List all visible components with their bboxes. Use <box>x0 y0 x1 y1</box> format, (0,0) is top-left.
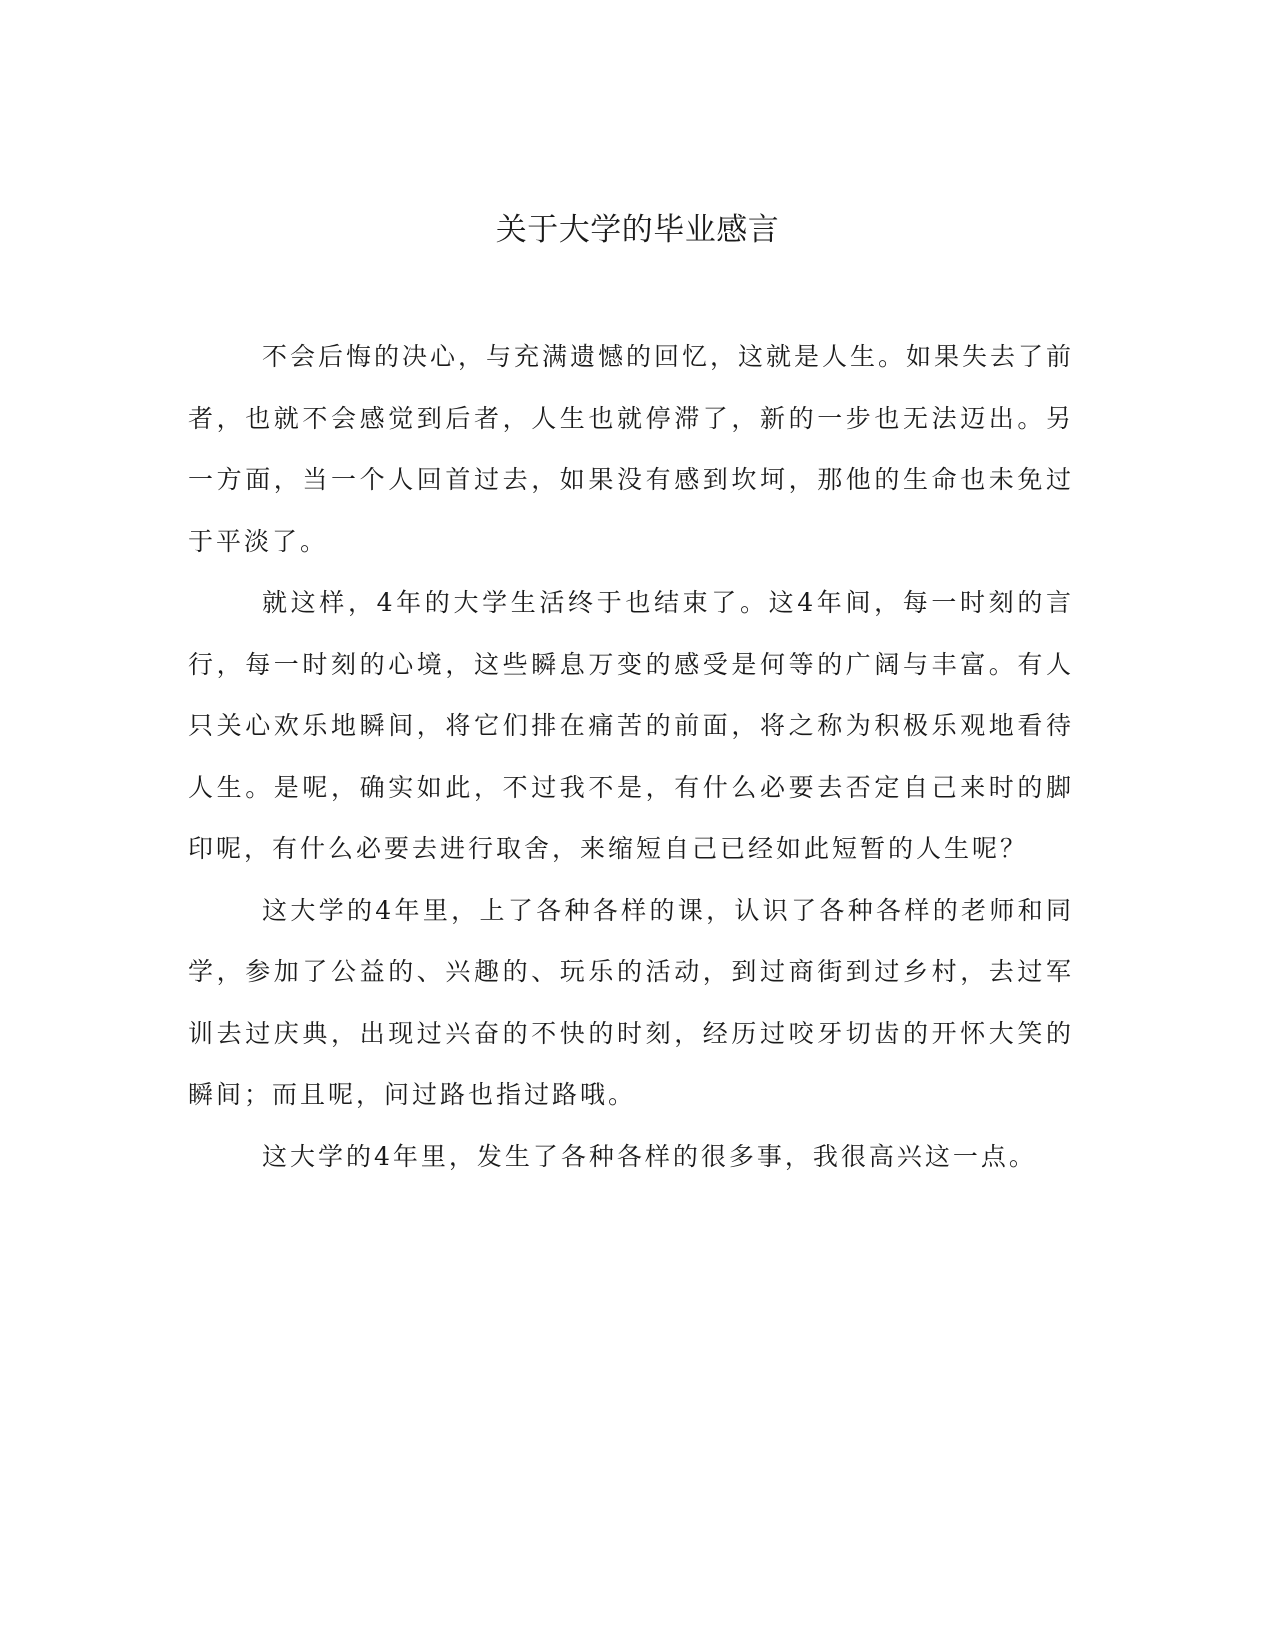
paragraph-4: 这大学的4年里，发生了各种各样的很多事，我很高兴这一点。 <box>262 1141 1037 1171</box>
document-title: 关于大学的毕业感言 <box>495 212 780 248</box>
document-body <box>188 326 1074 1187</box>
paragraph-1: 不会后悔的决心，与充满遗憾的回忆，这就是人生。如果失去了前者，也就不会感觉到后者，人生也就停滞了，新的一步也无法迈出。另一方面，当一个人回首过去，如果没有感到坎坷，那他的生命也未免过于平淡了。 <box>188 342 1075 556</box>
paragraph-2: 就这样，4年的大学生活终于也结束了。这4年间，每一时刻的言行，每一时刻的心境，这些瞬息万变的感受是何等的广阔与丰富。有人只关心欢乐地瞬间，将它们排在痛苦的前面，将之称为积极乐观地看待人生。是呢，确实如此，不过我不是，有什么必要去否定自己来时的脚印呢，有什么必要去进行取舍，来缩短自己已经如此短暂的人生呢？ <box>188 588 1074 863</box>
paragraph-3: 这大学的4年里，上了各种各样的课，认识了各种各样的老师和同学，参加了公益的、兴趣的、玩乐的活动，到过商街到过乡村，去过军训去过庆典，出现过兴奋的不快的时刻，经历过咬牙切齿的开怀大笑的瞬间；而且呢，问过路也指过路哦。 <box>188 895 1074 1109</box>
